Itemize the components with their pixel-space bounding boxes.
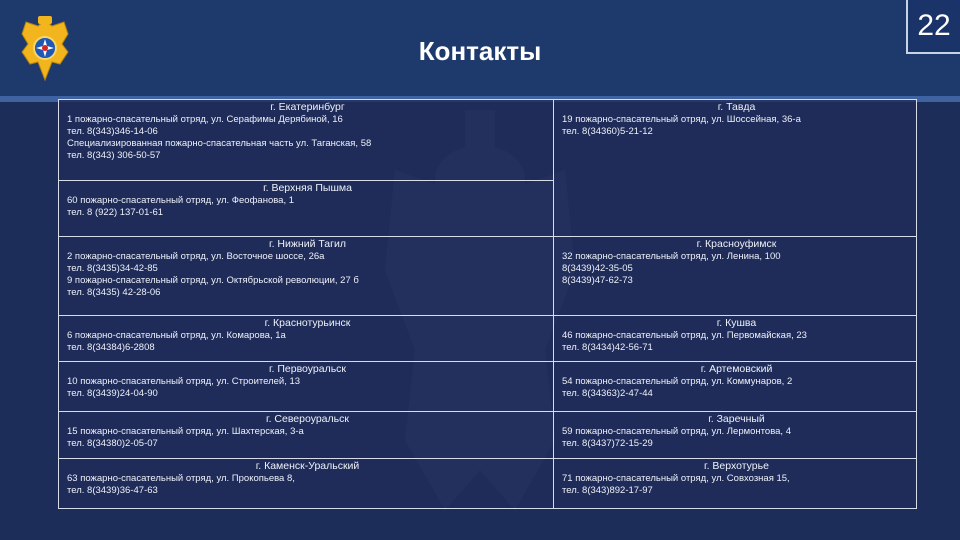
city-name: г. Верхотурье: [704, 460, 769, 472]
city-name: г. Верхняя Пышма: [263, 182, 352, 194]
contact-cell-zarechny: [554, 412, 917, 459]
city-name: г. Екатеринбург: [270, 101, 345, 113]
city-name: г. Красноуфимск: [696, 238, 777, 250]
contact-cell-artemovsky: [554, 362, 917, 412]
phone-line: тел. 8(3434)42-56-71: [562, 342, 653, 353]
contact-cell-pervouralsk: [59, 362, 554, 412]
phone-line: тел. 8(3439)24-04-90: [67, 388, 158, 399]
contact-cell-tavda: [554, 100, 917, 237]
contact-cell-nizhny-tagil: [59, 237, 554, 316]
phone-line: тел. 8(34384)6-2808: [67, 342, 155, 353]
contact-line: 63 пожарно-спасательный отряд, ул. Прокопьева 8,: [67, 473, 295, 484]
contact-line: 60 пожарно-спасательный отряд, ул. Феофанова, 1: [67, 195, 295, 206]
city-name: г. Североуральск: [266, 413, 349, 425]
contact-cell-kamensk-uralsky: [59, 459, 554, 509]
contact-line: 54 пожарно-спасательный отряд, ул. Коммунаров, 2: [562, 376, 793, 387]
contact-cell-krasnoufimsk: [554, 237, 917, 316]
phone-line: тел. 8(34363)2-47-44: [562, 388, 653, 399]
page-number: 22: [906, 0, 960, 54]
phone-line: тел. 8(3435) 42-28-06: [67, 287, 161, 298]
city-name: г. Заречный: [708, 413, 765, 425]
contact-cell-ekaterinburg: [59, 100, 554, 181]
phone-line: тел. 8(343)892-17-97: [562, 485, 653, 496]
phone-line: тел. 8(34360)5-21-12: [562, 126, 653, 137]
contact-cell-severouralsk: [59, 412, 554, 459]
phone-line: тел. 8(3435)34-42-85: [67, 263, 158, 274]
phone-line: тел. 8(34380)2-05-07: [67, 438, 158, 449]
city-name: г. Нижний Тагил: [269, 238, 346, 250]
contact-line: 46 пожарно-спасательный отряд, ул. Первомайская, 23: [562, 330, 807, 341]
phone-line: тел. 8(3439)36-47-63: [67, 485, 158, 496]
contact-line: 6 пожарно-спасательный отряд, ул. Комарова, 1а: [67, 330, 286, 341]
phone-line: 8(3439)47-62-73: [562, 275, 633, 286]
contact-line: 32 пожарно-спасательный отряд, ул. Ленина, 100: [562, 251, 781, 262]
city-name: г. Артемовский: [700, 363, 773, 375]
contact-line: 59 пожарно-спасательный отряд, ул. Лермонтова, 4: [562, 426, 791, 437]
contacts-table: [58, 99, 916, 508]
phone-line: тел. 8 (922) 137-01-61: [67, 207, 164, 218]
phone-line: тел. 8(343)346-14-06: [67, 126, 158, 137]
contact-cell-verkhnyaya-pyshma: [59, 181, 554, 237]
contact-line: 9 пожарно-спасательный отряд, ул. Октябрьской революции, 27 б: [67, 275, 359, 286]
contact-line: 1 пожарно-спасательный отряд, ул. Серафимы Дерябиной, 16: [67, 114, 343, 125]
phone-line: тел. 8(3437)72-15-29: [562, 438, 653, 449]
city-name: г. Тавда: [717, 101, 756, 113]
city-name: г. Каменск-Уральский: [255, 460, 360, 472]
contact-line: 71 пожарно-спасательный отряд, ул. Совхозная 15,: [562, 473, 790, 484]
contact-line: 15 пожарно-спасательный отряд, ул. Шахтерская, 3-а: [67, 426, 304, 437]
contact-cell-kushva: [554, 316, 917, 362]
contact-cell-verkhoturye: [554, 459, 917, 509]
city-name: г. Кушва: [716, 317, 757, 329]
contact-line: Специализированная пожарно-спасательная часть ул. Таганская, 58: [67, 138, 372, 149]
city-name: г. Первоуральск: [268, 363, 347, 375]
contact-cell-krasnoturinsk: [59, 316, 554, 362]
city-name: г. Краснотурьинск: [264, 317, 351, 329]
phone-line: тел. 8(343) 306-50-57: [67, 150, 161, 161]
contact-line: 19 пожарно-спасательный отряд, ул. Шоссейная, 36-а: [562, 114, 801, 125]
contact-line: 10 пожарно-спасательный отряд, ул. Строителей, 13: [67, 376, 301, 387]
contact-line: 2 пожарно-спасательный отряд, ул. Восточное шоссе, 26а: [67, 251, 325, 262]
phone-line: 8(3439)42-35-05: [562, 263, 633, 274]
page-title: Контакты: [418, 36, 542, 66]
